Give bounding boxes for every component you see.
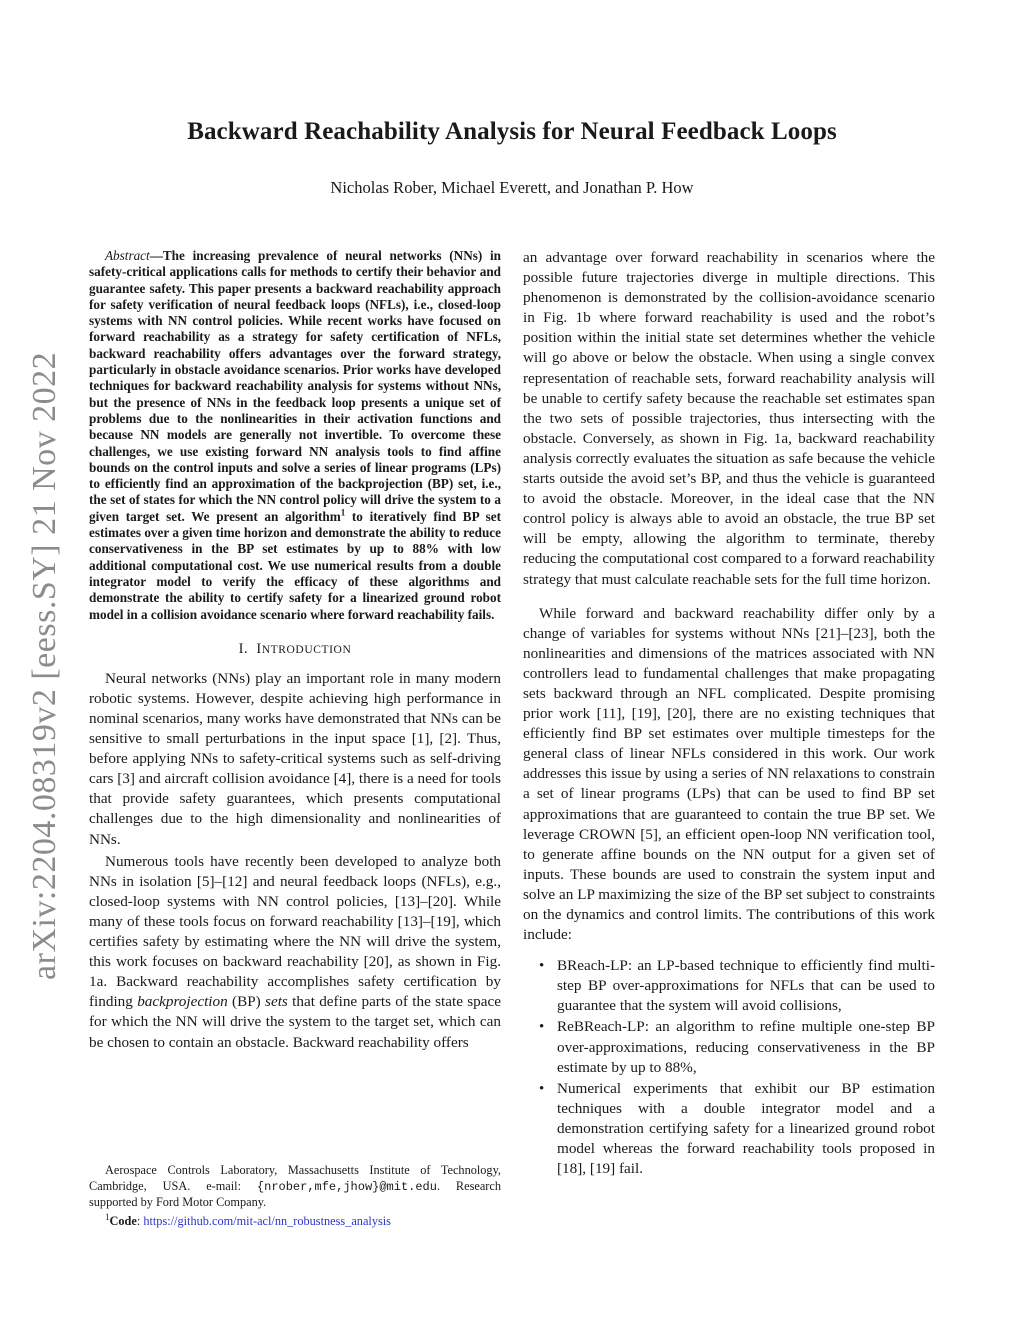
p2-emphasis-sets: sets [265, 993, 288, 1011]
p2-text-b: (BP) [227, 993, 266, 1011]
footnote-affiliation [89, 1163, 501, 1211]
list-item: • BReach-LP: an LP-based technique to efficiently find multi-step BP over-approximations for NFLs that can be used to guarantee that the system will avoid collisions, [557, 956, 935, 1016]
code-footnote-mark: 1 [105, 1211, 110, 1222]
intro-paragraph-2 [89, 852, 501, 1053]
footnote-marker: 1 [340, 507, 346, 518]
intro-paragraph-3: While forward and backward reachability differ only by a change of variables for systems without NNs [21]–[23], both the nonlinearities and dimensions of the matrices associated with NN controllers lead to fundamental challenges that make propagating sets backward through an NFL complicated. Despite promising prior work [11], [19], [20], there are no existing techniques that efficiently find BP set estimates over multiple timesteps for the general class of linear NFLs considered in this work. Our work addresses this issue by using a series of NN relaxations to constrain a set of linear programs (LPs) that can be used to find BP set approximations that are guaranteed to contain the true BP set. We leverage CROWN [5], an efficient open-loop NN verification tool, to generate affine bounds on the NN output for a given set of inputs. These bounds are used to constrain the system input and solve an LP maximizing the size of the BP set subject to constraints on the dynamics and control limits. The contributions of this work include: [523, 604, 935, 944]
abstract [89, 248, 501, 623]
p2-text-c: that define parts of the state space for which the NN will drive the system to the target set, which can be chosen to contain an obstacle. Backward reachability offers [89, 993, 501, 1051]
abstract-text-b: to iteratively find BP set estimates over a given time horizon and demonstrate the ability to reduce conservativeness in the BP set estimates by up to 88% with low additional computational cost. We use numerical results from a double integrator model to verify the efficacy of these algorithms and demonstrate the ability to certify safety for a linearized ground robot model in a collision avoidance scenario where forward reachability fails. [89, 508, 501, 622]
left-column [89, 248, 501, 1053]
section-heading [89, 641, 501, 658]
list-item: • ReBReach-LP: an algorithm to refine multiple one-step BP over-approximations, reducing conservativeness in the BP estimate by up to 88%, [557, 1017, 935, 1077]
paper-authors: Nicholas Rober, Michael Everett, and Jonathan P. How [330, 178, 694, 197]
footnote-support: . Research supported by Ford Motor Company. [89, 1178, 501, 1209]
code-link[interactable]: https://github.com/mit-acl/nn_robustness_analysis [143, 1213, 391, 1228]
footnote-affiliation-text: Aerospace Controls Laboratory, Massachusetts Institute of Technology, Cambridge, USA. e-mail: [89, 1163, 501, 1193]
code-separator: : [136, 1213, 144, 1228]
footnote-code-line [105, 1211, 501, 1230]
intro-paragraph-1: Neural networks (NNs) play an important role in many modern robotic systems. However, despite achieving high performance in nominal scenarios, many works have demonstrated that NNs can be sensitive to small perturbations in the input space [1], [2]. Thus, before applying NNs to safety-critical systems such as self-driving cars [3] and aircraft collision avoidance [4], there is a need for tools that provide safety guarantees, which presents computational challenges due to the high dimensionality and nonlinearities of NNs. [89, 669, 501, 848]
intro-paragraph-2-continued: an advantage over forward reachability in scenarios where the possible future trajectories diverge in multiple directions. This phenomenon is demonstrated by the collision-avoidance scenario in Fig. 1b where forward reachability is used and the robot’s position within the initial state set determines whether the vehicle will go above or below the obstacle. When using a single convex representation of reachable sets, forward reachability analysis will be unable to certify safety because the reachable set estimates span the two sets of possible trajectories, thus intersecting with the obstacle. Conversely, as shown in Fig. 1a, backward reachability analysis correctly evaluates the situation as safe because the vehicle starts outside the avoid set’s BP, and thus the vehicle is guaranteed to avoid the obstacle. Moreover, in the ideal case that the NN control policy is always able to avoid an obstacle, the true BP set will be empty, allowing the algorithm to terminate, thereby reducing the computational cost compared to a forward reachability strategy that must calculate reachable sets for the full time horizon. [523, 249, 935, 588]
abstract-text-a: The increasing prevalence of neural networks (NNs) in safety-critical applications calls for methods to certify their behavior and guarantee safety. This paper presents a backward reachability approach for safety verification of neural feedback loops (NFLs), i.e., closed-loop systems with NN control policies. While recent works have focused on forward reachability as a strategy for safety certification of NFLs, backward reachability offers advantages over the forward strategy, particularly in obstacle avoidance scenarios. Prior works have developed techniques for backward reachability analysis for systems without NNs, but the presence of NNs in the feedback loop presents a unique set of problems due to the nonlinearities in their activation functions and because NN models are generally not invertible. To overcome these challenges, we use existing forward NN analysis tools to find affine bounds on the control inputs and solve a series of linear programs (LPs) to efficiently find an approximation of the backprojection (BP) set, i.e., the set of states for which the NN control policy will drive the system to a given target set. We present an algorithm [89, 248, 501, 524]
p2-emphasis-backprojection: backprojection [137, 993, 228, 1011]
contributions-list [523, 956, 935, 1179]
section-number: I. [238, 640, 249, 657]
p2-text-a: Numerous tools have recently been developed to analyze both NNs in isolation [5]–[12] and neural feedback loops (NFLs), e.g., closed-loop systems with NN control policies, [13]–[20]. While many of these tools focus on forward reachability [13]–[19], which certifies safety by estimating where the NN will drive the system, this work focuses on backward reachability [20], as shown in Fig. 1a. Backward reachability accomplishes safety certification by finding [89, 852, 501, 1011]
footnote-email[interactable]: {nrober,mfe,jhow}@mit.edu [256, 1179, 437, 1194]
right-column [523, 248, 935, 1180]
section-title-first: I [256, 640, 262, 657]
code-label: Code [109, 1213, 137, 1228]
arxiv-identifier: arXiv:2204.08319v2 [eess.SY] 21 Nov 2022 [26, 351, 63, 980]
section-title-rest: NTRODUCTION [261, 643, 352, 656]
list-item: • Numerical experiments that exhibit our BP estimation techniques with a double integrator model and a demonstration certifying safety for a linearized ground robot model whereas the forward reachability tools proposed in [18], [19] fail. [557, 1079, 935, 1179]
footnote [89, 1163, 501, 1229]
abstract-label: Abstract [105, 248, 150, 263]
paper-title: Backward Reachability Analysis for Neural Feedback Loops [187, 118, 837, 145]
abstract-dash: — [149, 248, 163, 263]
